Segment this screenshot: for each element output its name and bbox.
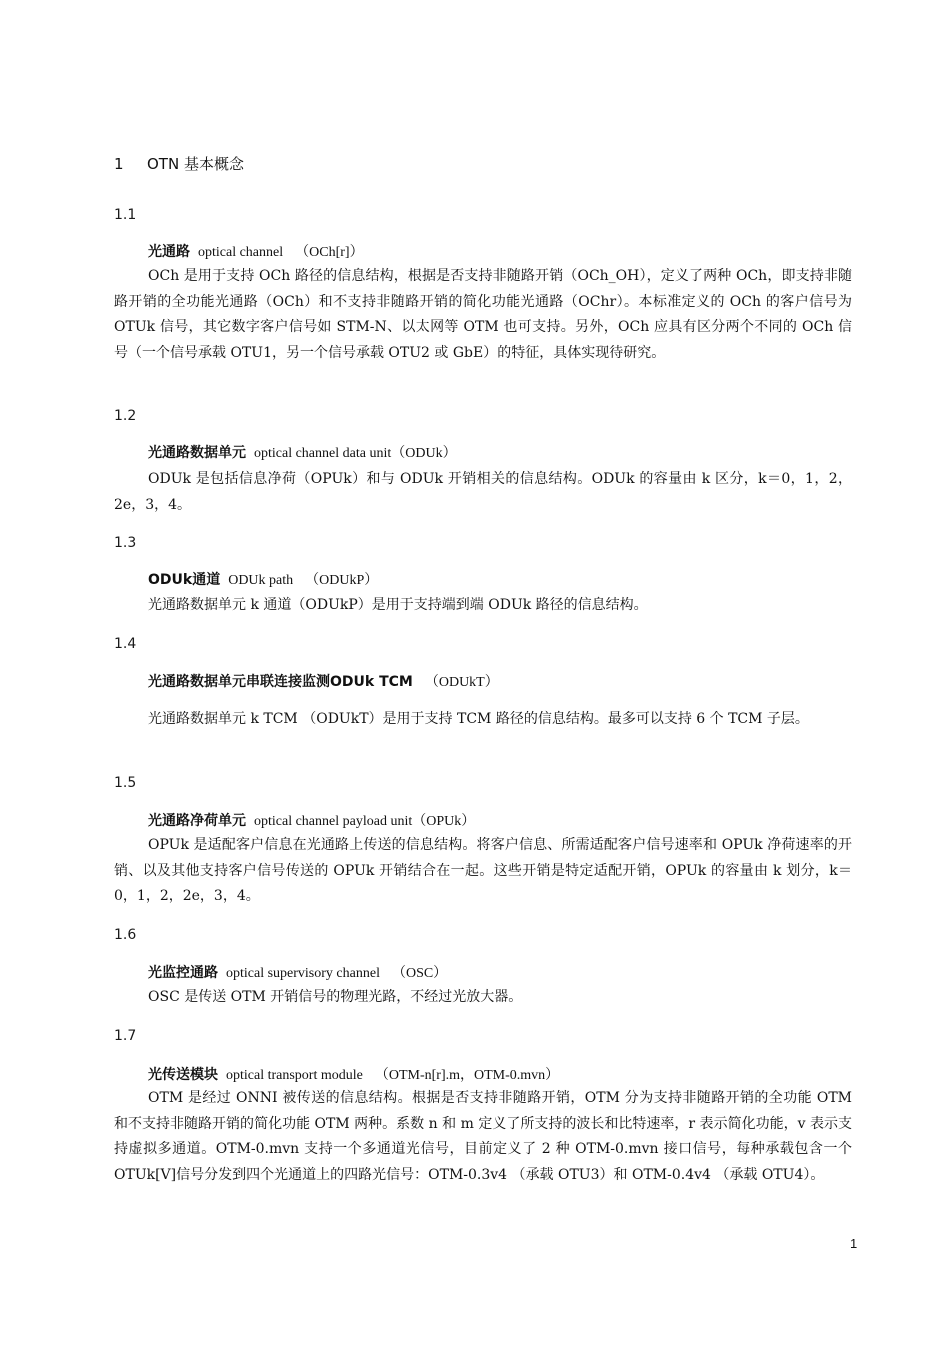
term-en: optical channel bbox=[198, 245, 284, 260]
chapter-title: OTN 基本概念 bbox=[147, 155, 244, 173]
term-heading bbox=[148, 811, 475, 832]
section-number: 1.1 bbox=[114, 207, 137, 223]
term-en: optical transport module bbox=[226, 1068, 363, 1083]
chapter-number: 1 bbox=[114, 155, 124, 173]
section-number: 1.3 bbox=[114, 535, 137, 551]
term-abbr: （OSC） bbox=[391, 966, 448, 981]
term-heading bbox=[148, 443, 457, 464]
section-number: 1.5 bbox=[114, 775, 137, 791]
term-zh: 光通路 bbox=[148, 244, 190, 260]
term-en: optical channel data unit bbox=[254, 446, 392, 461]
term-description: OSC 是传送 OTM 开销信号的物理光路，不经过光放大器。 bbox=[148, 989, 523, 1005]
term-heading bbox=[148, 1065, 559, 1086]
term-description: 光通路数据单元 k TCM （ODUkT）是用于支持 TCM 路径的信息结构。最多可以支持 6 个 TCM 子层。 bbox=[148, 711, 809, 727]
term-zh: ODUk通道 bbox=[148, 572, 221, 588]
term-abbr: （OPUk） bbox=[412, 814, 476, 829]
term-abbr: （ODUkP） bbox=[305, 573, 379, 588]
term-description: 光通路数据单元 k 通道（ODUkP）是用于支持端到端 ODUk 路径的信息结构。 bbox=[148, 597, 648, 613]
page-number: 1 bbox=[850, 1236, 858, 1251]
term-heading bbox=[148, 570, 378, 591]
term-abbr: （OCh[r]） bbox=[295, 245, 364, 260]
section-number: 1.4 bbox=[114, 636, 137, 652]
term-heading bbox=[148, 963, 447, 984]
section-number: 1.7 bbox=[114, 1028, 137, 1044]
term-description: OPUk 是适配客户信息在光通路上传送的信息结构。将客户信息、所需适配客户信号速率和 OPUk 净荷速率的开销、以及其他支持客户信号传送的 OPUk 开销结合在一起。这些开销是特定适配开销，OPUk 的容量由 k 划分，k＝0，1，2，2e，3，4。 bbox=[114, 837, 852, 904]
term-abbr: （ODUk） bbox=[391, 446, 457, 461]
term-description: OTM 是经过 ONNI 被传送的信息结构。根据是否支持非随路开销，OTM 分为支持非随路开销的全功能 OTM 和不支持非随路开销的简化功能 OTM 两种。系数 n 和 m 定义了所支持的波长和比特速率，r 表示简化功能，v 表示支持虚拟多通道。OTM-0.mvn 支持一个多通道光信号，目前定义了 2 种 OTM-0.mvn 接口信号，每种承载包含一个 OTUk[V]信号分发到四个光通道上的四路光信号：OTM-0.3v4 （承载 OTU3）和 OTM-0.4v4 （承载 OTU4）。 bbox=[114, 1090, 852, 1183]
term-zh: 光通路净荷单元 bbox=[148, 813, 246, 829]
term-heading bbox=[148, 242, 364, 263]
term-description: OCh 是用于支持 OCh 路径的信息结构，根据是否支持非随路开销（OCh_OH），定义了两种 OCh，即支持非随路开销的全功能光通路（OCh）和不支持非随路开销的简化功能光通路（OChr）。本标准定义的 OCh 的客户信号为 OTUk 信号，其它数字客户信号如 STM-N、以太网等 OTM 也可支持。另外，OCh 应具有区分两个不同的 OCh 信号（一个信号承载 OTU1，另一个信号承载 OTU2 或 GbE）的特征，具体实现待研究。 bbox=[114, 268, 852, 361]
term-en: ODUk path bbox=[228, 573, 294, 588]
term-zh: 光传送模块 bbox=[148, 1067, 218, 1083]
term-abbr: （ODUkT） bbox=[424, 675, 499, 690]
term-abbr: （OTM-n[r].m，OTM-0.mvn） bbox=[374, 1068, 560, 1083]
term-zh: 光监控通路 bbox=[148, 965, 218, 981]
term-description: ODUk 是包括信息净荷（OPUk）和与 ODUk 开销相关的信息结构。ODUk 的容量由 k 区分，k＝0，1，2，2e，3，4。 bbox=[114, 471, 852, 513]
chapter-heading bbox=[114, 154, 244, 174]
term-zh: 光通路数据单元 bbox=[148, 445, 246, 461]
term-heading bbox=[148, 672, 499, 693]
section-number: 1.2 bbox=[114, 408, 137, 424]
term-zh: 光通路数据单元串联连接监测ODUk TCM bbox=[148, 674, 413, 690]
term-en: optical channel payload unit bbox=[254, 814, 413, 829]
section-number: 1.6 bbox=[114, 927, 137, 943]
term-en: optical supervisory channel bbox=[226, 966, 380, 981]
